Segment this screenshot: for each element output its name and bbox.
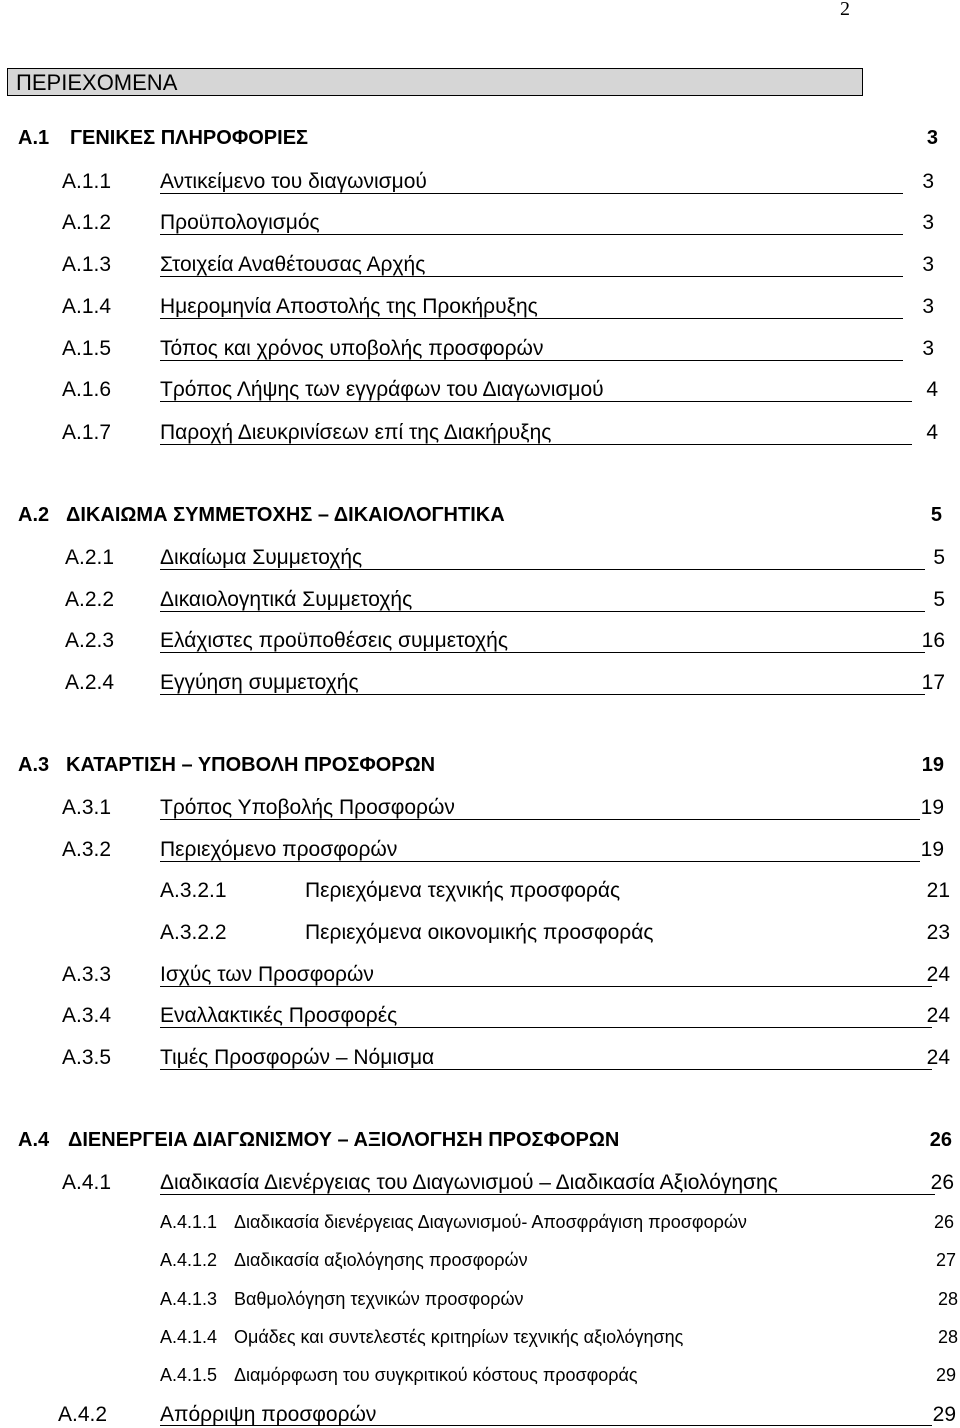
toc-entry-a4-1-4[interactable] bbox=[160, 1327, 958, 1351]
section-title: ΚΑΤΑΡΤΙΣΗ – ΥΠΟΒΟΛΗ ΠΡΟΣΦΟΡΩΝ bbox=[66, 754, 436, 776]
toc-entry-a4-1-3[interactable] bbox=[160, 1289, 958, 1313]
leader-line bbox=[160, 234, 903, 235]
entry-page: 24 bbox=[926, 963, 950, 986]
section-page: 26 bbox=[929, 1129, 952, 1151]
entry-page: 29 bbox=[935, 1365, 956, 1385]
leader-line bbox=[160, 276, 903, 277]
entry-title: Ομάδες και συντελεστές κριτηρίων τεχνικής αξιολόγησης bbox=[234, 1327, 684, 1347]
leader-line bbox=[160, 444, 912, 445]
leader-line bbox=[160, 1069, 932, 1070]
entry-number: Α.1.5 bbox=[62, 337, 112, 360]
toc-entry-a2-3[interactable] bbox=[65, 629, 947, 655]
toc-entry-a3-5[interactable] bbox=[62, 1046, 952, 1072]
leader-line bbox=[160, 819, 920, 820]
entry-title: Διαδικασία αξιολόγησης προσφορών bbox=[234, 1250, 528, 1270]
entry-page: 3 bbox=[922, 295, 934, 318]
entry-title: Διαδικασία Διενέργειας του Διαγωνισμού – Διαδικασία Αξιολόγησης bbox=[160, 1171, 778, 1194]
toc-entry-a2-2[interactable] bbox=[65, 588, 947, 614]
leader-line bbox=[160, 569, 925, 570]
entry-page: 26 bbox=[933, 1212, 954, 1232]
entry-title: Αντικείμενο του διαγωνισμού bbox=[160, 170, 427, 193]
entry-title: Διαμόρφωση του συγκριτικού κόστους προσφοράς bbox=[234, 1365, 638, 1385]
section-page: 5 bbox=[930, 504, 942, 526]
leader-line bbox=[160, 360, 903, 361]
entry-number: Α.4.1 bbox=[62, 1171, 112, 1194]
entry-number: Α.1.6 bbox=[62, 378, 112, 401]
leader-line bbox=[160, 611, 925, 612]
toc-entry-a1-3[interactable] bbox=[62, 253, 938, 279]
entry-number: Α.2.1 bbox=[65, 546, 115, 569]
entry-number: Α.4.1.1 bbox=[160, 1212, 218, 1232]
toc-entry-a4-2[interactable] bbox=[58, 1403, 956, 1427]
entry-title: Εγγύηση συμμετοχής bbox=[160, 671, 359, 694]
toc-entry-a2-1[interactable] bbox=[65, 546, 947, 572]
entry-page: 26 bbox=[930, 1171, 954, 1194]
section-page: 19 bbox=[921, 754, 944, 776]
toc-entry-a1-2[interactable] bbox=[62, 211, 938, 237]
section-title: ΔΙΕΝΕΡΓΕΙΑ ΔΙΑΓΩΝΙΣΜΟΥ – ΑΞΙΟΛΟΓΗΣΗ ΠΡΟΣΦΟΡΩΝ bbox=[68, 1129, 620, 1151]
toc-entry-a3-2-2[interactable] bbox=[160, 921, 952, 947]
entry-title: Τρόπος Υποβολής Προσφορών bbox=[160, 796, 455, 819]
entry-title: Βαθμολόγηση τεχνικών προσφορών bbox=[234, 1289, 524, 1309]
entry-page: 29 bbox=[932, 1403, 956, 1426]
leader-line bbox=[160, 401, 912, 402]
entry-page: 4 bbox=[926, 378, 938, 401]
section-number: Α.3 bbox=[18, 754, 50, 776]
entry-title: Ισχύς των Προσφορών bbox=[160, 963, 374, 986]
entry-title: Τρόπος Λήψης των εγγράφων του Διαγωνισμού bbox=[160, 378, 604, 401]
entry-page: 5 bbox=[933, 588, 945, 611]
toc-entry-a1-4[interactable] bbox=[62, 295, 938, 321]
section-number: Α.1 bbox=[18, 127, 50, 149]
toc-section-a4[interactable] bbox=[18, 1129, 954, 1155]
section-number: Α.4 bbox=[18, 1129, 50, 1151]
toc-entry-a3-1[interactable] bbox=[62, 796, 946, 822]
entry-number: Α.4.1.3 bbox=[160, 1289, 218, 1309]
toc-entry-a1-1[interactable] bbox=[62, 170, 938, 196]
entry-page: 17 bbox=[921, 671, 945, 694]
entry-page: 4 bbox=[926, 421, 938, 444]
entry-number: Α.1.2 bbox=[62, 211, 112, 234]
entry-page: 5 bbox=[933, 546, 945, 569]
leader-line bbox=[160, 694, 925, 695]
toc-entry-a1-7[interactable] bbox=[62, 421, 938, 447]
entry-number: Α.1.3 bbox=[62, 253, 112, 276]
entry-title: Εναλλακτικές Προσφορές bbox=[160, 1004, 398, 1027]
entry-number: Α.3.5 bbox=[62, 1046, 112, 1069]
toc-entry-a1-5[interactable] bbox=[62, 337, 938, 363]
leader-line bbox=[160, 193, 903, 194]
entry-page: 3 bbox=[922, 211, 934, 234]
entry-number: Α.4.1.5 bbox=[160, 1365, 218, 1385]
entry-number: Α.3.4 bbox=[62, 1004, 112, 1027]
section-number: Α.2 bbox=[18, 504, 50, 526]
entry-page: 19 bbox=[920, 838, 944, 861]
entry-title: Δικαιολογητικά Συμμετοχής bbox=[160, 588, 413, 611]
entry-number: Α.2.4 bbox=[65, 671, 115, 694]
entry-page: 3 bbox=[922, 170, 934, 193]
entry-title: Τόπος και χρόνος υποβολής προσφορών bbox=[160, 337, 544, 360]
toc-entry-a3-2[interactable] bbox=[62, 838, 946, 864]
entry-page: 3 bbox=[922, 253, 934, 276]
entry-number: Α.3.2.1 bbox=[160, 879, 227, 902]
entry-title: Προϋπολογισμός bbox=[160, 211, 320, 234]
entry-title: Απόρριψη προσφορών bbox=[160, 1403, 377, 1426]
toc-section-a3[interactable] bbox=[18, 754, 948, 780]
entry-number: Α.1.1 bbox=[62, 170, 112, 193]
entry-page: 23 bbox=[926, 921, 950, 944]
entry-number: Α.3.2.2 bbox=[160, 921, 227, 944]
toc-section-a2[interactable] bbox=[18, 504, 946, 530]
entry-title: Περιεχόμενα οικονομικής προσφοράς bbox=[305, 921, 654, 944]
entry-page: 24 bbox=[926, 1004, 950, 1027]
entry-title: Περιεχόμενο προσφορών bbox=[160, 838, 398, 861]
toc-entry-a4-1-1[interactable] bbox=[160, 1212, 956, 1236]
leader-line bbox=[160, 1194, 935, 1195]
entry-title: Στοιχεία Αναθέτουσας Αρχής bbox=[160, 253, 426, 276]
entry-page: 28 bbox=[937, 1327, 958, 1347]
toc-entry-a3-3[interactable] bbox=[62, 963, 952, 989]
entry-number: Α.2.3 bbox=[65, 629, 115, 652]
entry-page: 28 bbox=[937, 1289, 958, 1309]
entry-number: Α.3.1 bbox=[62, 796, 112, 819]
entry-page: 16 bbox=[921, 629, 945, 652]
toc-section-a1[interactable] bbox=[18, 127, 938, 153]
toc-title: ΠΕΡΙΕΧΟΜΕΝΑ bbox=[7, 68, 863, 96]
entry-number: Α.4.2 bbox=[58, 1403, 108, 1426]
entry-title: Δικαίωμα Συμμετοχής bbox=[160, 546, 363, 569]
entry-title: Παροχή Διευκρινίσεων επί της Διακήρυξης bbox=[160, 421, 552, 444]
toc-entry-a4-1[interactable] bbox=[62, 1171, 954, 1197]
leader-line bbox=[160, 652, 925, 653]
entry-number: Α.4.1.4 bbox=[160, 1327, 218, 1347]
entry-number: Α.3.2 bbox=[62, 838, 112, 861]
entry-title: Διαδικασία διενέργειας Διαγωνισμού- Αποσφράγιση προσφορών bbox=[234, 1212, 747, 1232]
toc-entry-a1-6[interactable] bbox=[62, 378, 938, 404]
entry-title: Ημερομηνία Αποστολής της Προκήρυξης bbox=[160, 295, 538, 318]
section-page: 3 bbox=[926, 127, 938, 149]
entry-page: 24 bbox=[926, 1046, 950, 1069]
entry-page: 27 bbox=[935, 1250, 956, 1270]
section-title: ΓΕΝΙΚΕΣ ΠΛΗΡΟΦΟΡΙΕΣ bbox=[70, 127, 309, 149]
toc-entry-a3-4[interactable] bbox=[62, 1004, 952, 1030]
entry-number: Α.4.1.2 bbox=[160, 1250, 218, 1270]
entry-title: Ελάχιστες προϋποθέσεις συμμετοχής bbox=[160, 629, 508, 652]
toc-entry-a4-1-5[interactable] bbox=[160, 1365, 956, 1389]
entry-number: Α.1.4 bbox=[62, 295, 112, 318]
entry-page: 3 bbox=[922, 337, 934, 360]
toc-entry-a4-1-2[interactable] bbox=[160, 1250, 956, 1274]
leader-line bbox=[160, 1425, 932, 1426]
toc-entry-a2-4[interactable] bbox=[65, 671, 947, 697]
leader-line bbox=[160, 1027, 932, 1028]
page-number: 2 bbox=[840, 0, 850, 20]
entry-title: Τιμές Προσφορών – Νόμισμα bbox=[160, 1046, 435, 1069]
entry-number: Α.2.2 bbox=[65, 588, 115, 611]
entry-page: 19 bbox=[920, 796, 944, 819]
section-title: ΔΙΚΑΙΩΜΑ ΣΥΜΜΕΤΟΧΗΣ – ΔΙΚΑΙΟΛΟΓΗΤΙΚΑ bbox=[66, 504, 505, 526]
leader-line bbox=[160, 318, 903, 319]
leader-line bbox=[160, 986, 932, 987]
entry-number: Α.3.3 bbox=[62, 963, 112, 986]
entry-page: 21 bbox=[926, 879, 950, 902]
leader-line bbox=[160, 861, 920, 862]
toc-entry-a3-2-1[interactable] bbox=[160, 879, 952, 905]
entry-title: Περιεχόμενα τεχνικής προσφοράς bbox=[305, 879, 621, 902]
entry-number: Α.1.7 bbox=[62, 421, 112, 444]
